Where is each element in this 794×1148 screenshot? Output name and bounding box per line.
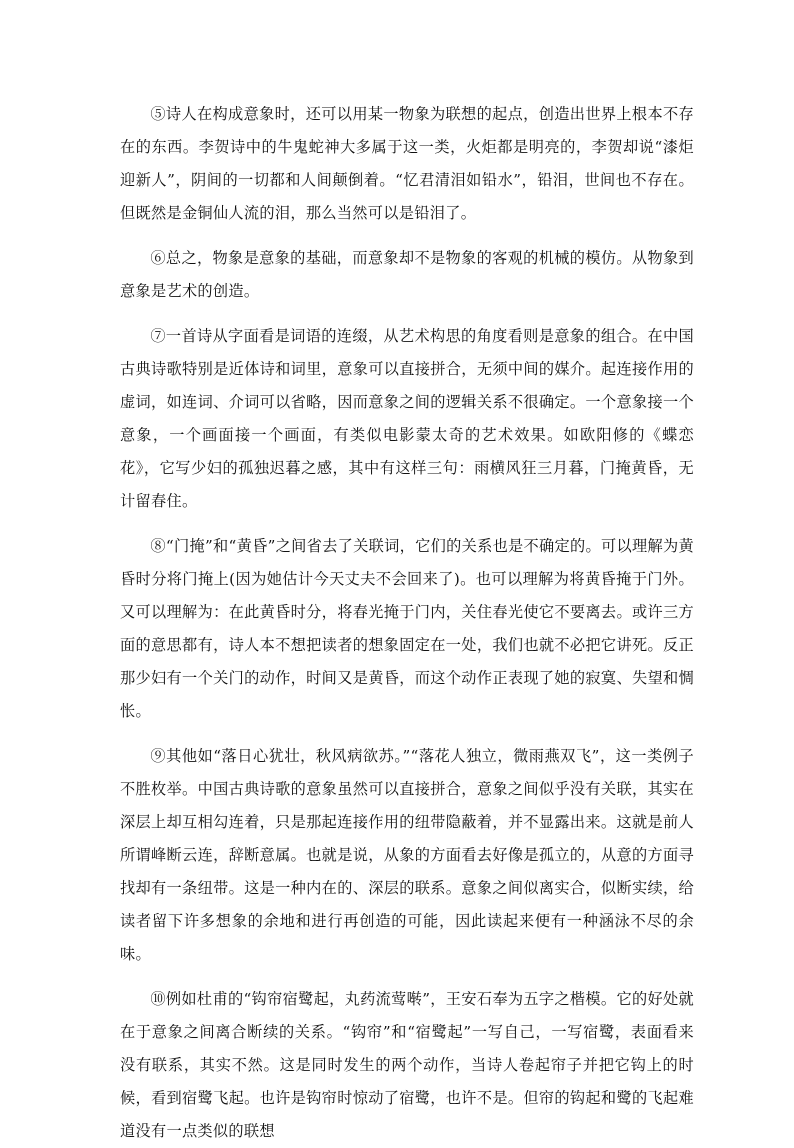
document-body [120,98,694,1148]
paragraph-8: ⑧“门掩”和“黄昏”之间省去了关联词，它们的关系也是不确定的。可以理解为黄昏时分将门掩上(因为她估计今天丈夫不会回来了)。也可以理解为将黄昏掩于门外。又可以理解为：在此黄昏时分，将春光掩于门内，关住春光使它不要离去。或许三方面的意思都有，诗人本不想把读者的想象固定在一处，我们也就不必把它讲死。反正那少妇有一个关门的动作，时间又是黄昏，而这个动作正表现了她的寂寞、失望和惆怅。 [120,537,694,720]
paragraph-5: ⑤诗人在构成意象时，还可以用某一物象为联想的起点，创造出世界上根本不存在的东西。李贺诗中的牛鬼蛇神大多属于这一类，火炬都是明亮的，李贺却说“漆炬迎新人”，阴间的一切都和人间颠倒着。“忆君清泪如铅水”，铅泪，世间也不存在。但既然是金铜仙人流的泪，那么当然可以是铅泪了。 [120,105,694,222]
paragraph-6: ⑥总之，物象是意象的基础，而意象却不是物象的客观的机械的模仿。从物象到意象是艺术的创造。 [120,249,694,300]
paragraph-9: ⑨其他如“落日心犹壮，秋风病欲苏。”“落花人独立，微雨燕双飞”，这一类例子不胜枚举。中国古典诗歌的意象虽然可以直接拼合，意象之间似乎没有关联，其实在深层上却互相勾连着，只是那起连接作用的纽带隐蔽着，并不显露出来。这就是前人所谓峰断云连，辞断意属。也就是说，从象的方面看去好像是孤立的，从意的方面寻找却有一条纽带。这是一种内在的、深层的联系。意象之间似离实合，似断实续，给读者留下许多想象的余地和进行再创造的可能，因此读起来便有一种涵泳不尽的余味。 [120,747,694,963]
paragraph-10: ⑩例如杜甫的“钩帘宿鹭起，丸药流莺啭”，王安石奉为五字之楷模。它的好处就在于意象之间离合断续的关系。“钩帘”和“宿鹭起”一写自己，一写宿鹭，表面看来没有联系，其实不然。这是同时发生的两个动作，当诗人卷起帘子并把它钩上的时候，看到宿鹭飞起。也许是钩帘时惊动了宿鹭，也许不是。但帘的钩起和鹭的飞起难道没有一点类似的联想 [120,990,694,1140]
paragraph-7: ⑦一首诗从字面看是词语的连缀，从艺术构思的角度看则是意象的组合。在中国古典诗歌特别是近体诗和词里，意象可以直接拼合，无须中间的媒介。起连接作用的虚词，如连词、介词可以省略，因而意象之间的逻辑关系不很确定。一个意象接一个意象，一个画面接一个画面，有类似电影蒙太奇的艺术效果。如欧阳修的《蝶恋花》，它写少妇的孤独迟暮之感，其中有这样三句：雨横风狂三月暮，门掩黄昏，无计留春住。 [120,327,694,510]
